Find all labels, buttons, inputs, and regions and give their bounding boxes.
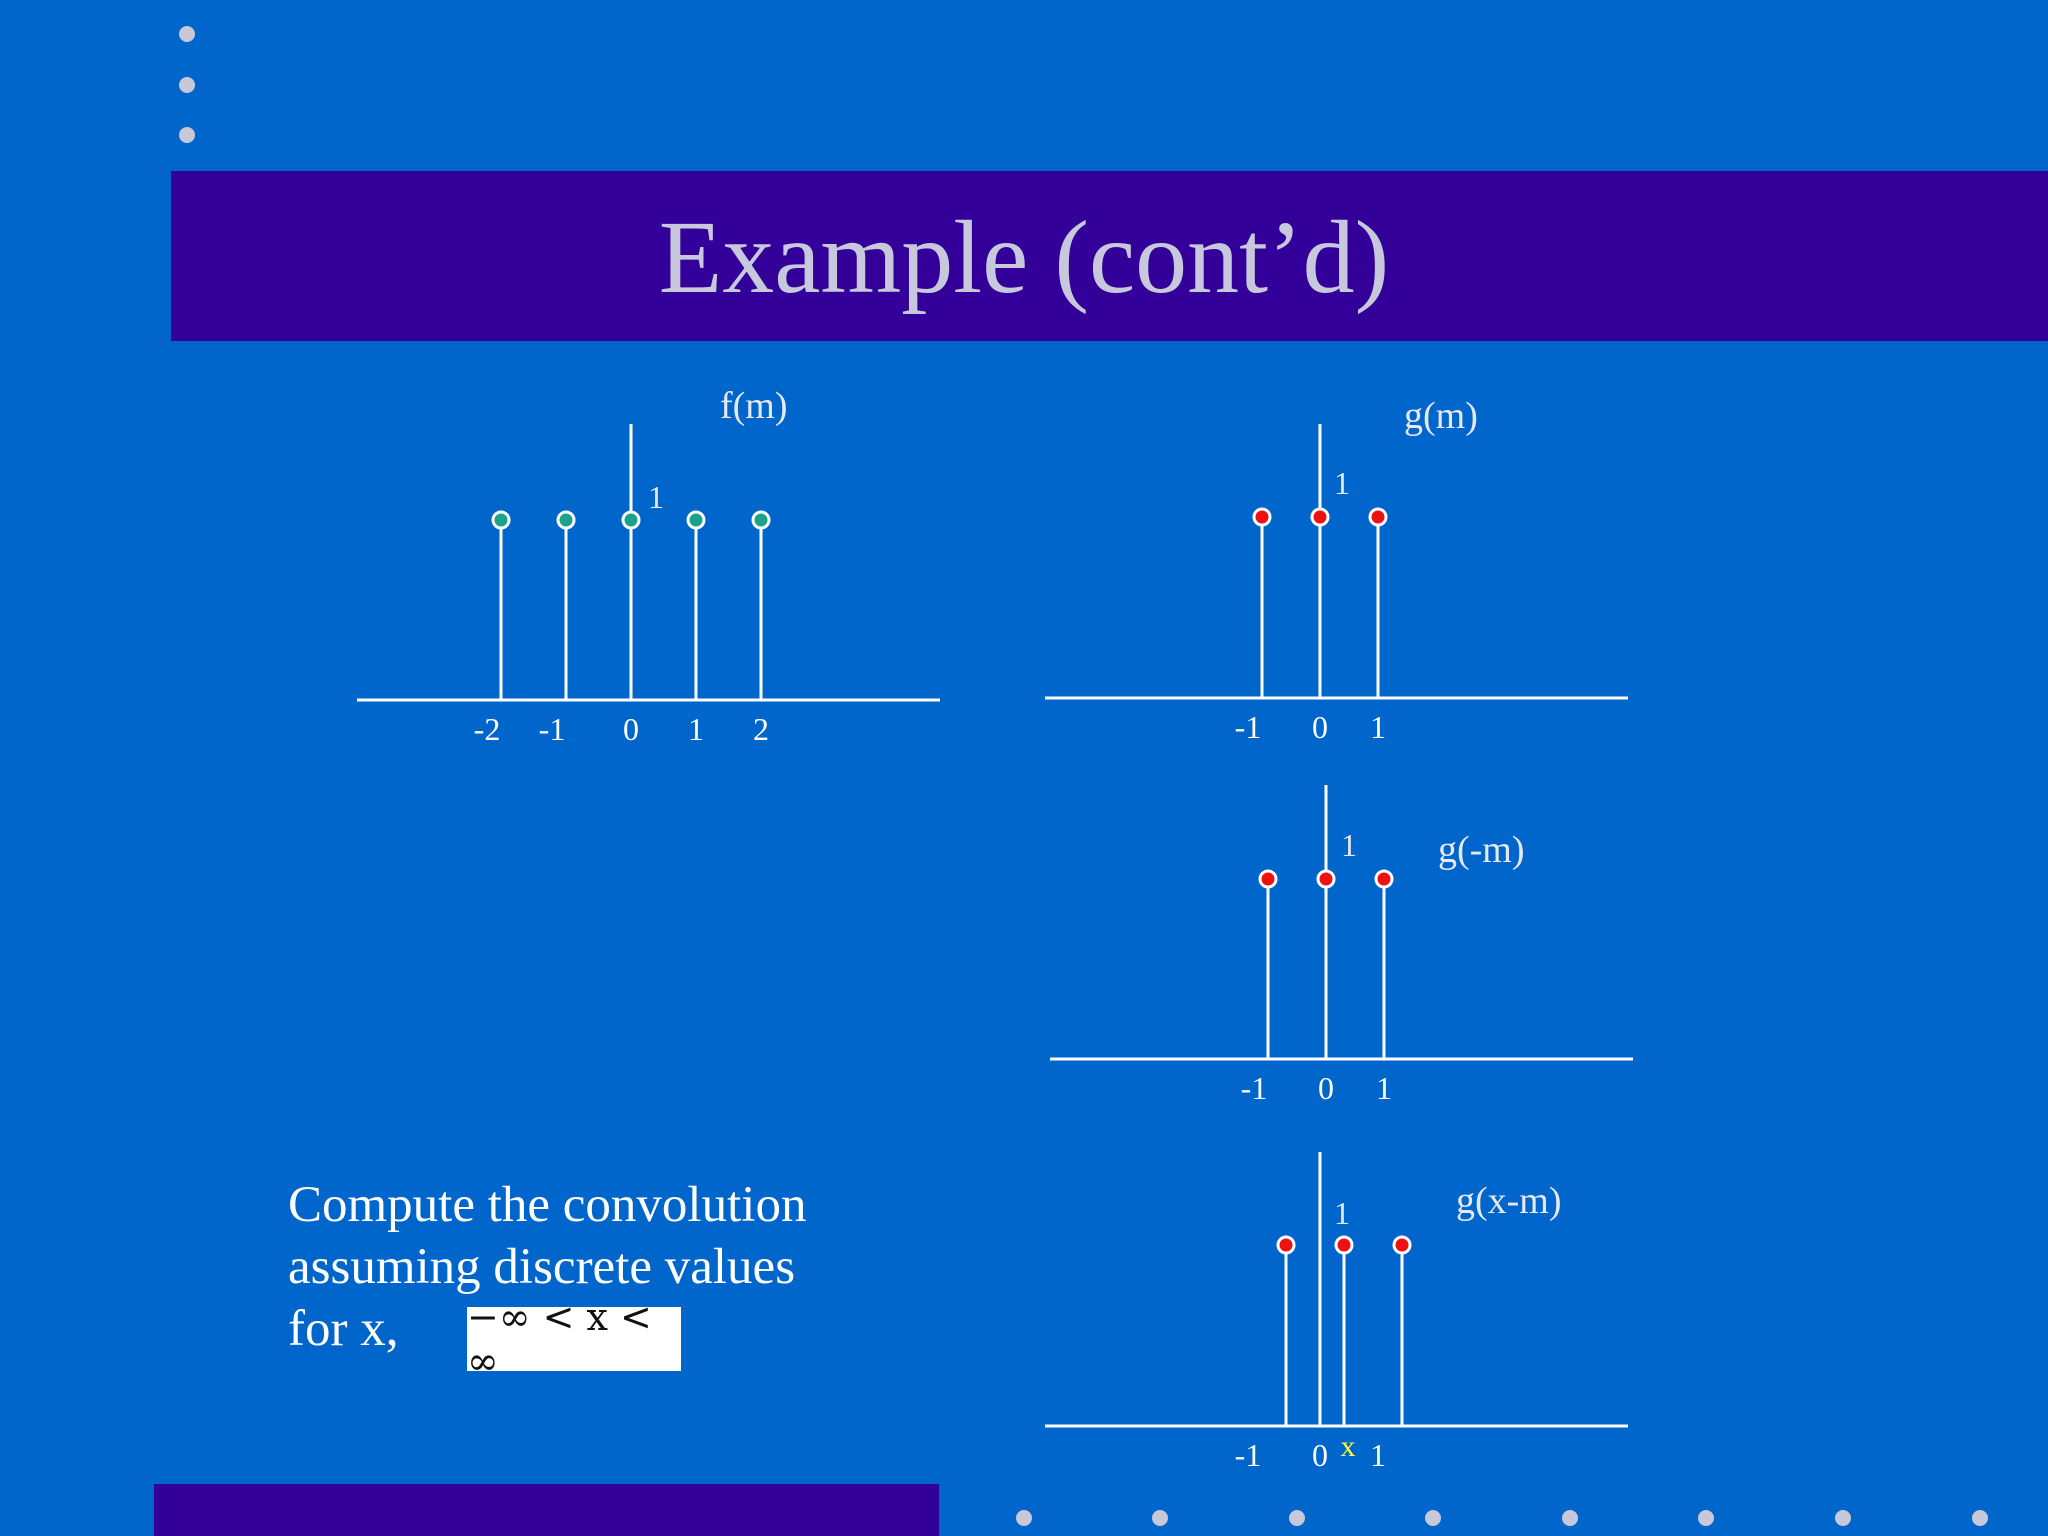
x-annotation: x	[1340, 1430, 1356, 1463]
stem-marker	[1312, 509, 1328, 525]
tick-label: 2	[753, 711, 769, 747]
stem-marker	[1336, 1237, 1352, 1253]
stem-marker	[558, 512, 574, 528]
stem-marker	[1278, 1237, 1294, 1253]
stem-marker	[1318, 871, 1334, 887]
stem-marker	[493, 512, 509, 528]
stem-marker	[1394, 1237, 1410, 1253]
prompt-line-2: assuming discrete values	[288, 1239, 796, 1295]
stem-marker	[1254, 509, 1270, 525]
stem-marker	[753, 512, 769, 528]
tick-label: 1	[688, 711, 704, 747]
footer-bullet-dot	[1835, 1510, 1851, 1526]
tick-label: -1	[1240, 1070, 1268, 1106]
footer-bullet-dot	[1425, 1510, 1441, 1526]
slide-title: Example (cont’d)	[658, 200, 1390, 315]
level-label: 1	[1341, 827, 1357, 863]
tick-label: 0	[1312, 709, 1328, 745]
tick-label: -2	[473, 711, 501, 747]
prompt-line-1: Compute the convolution	[288, 1177, 807, 1233]
footer-bullet-dot	[1152, 1510, 1168, 1526]
tick-label: 1	[1370, 1437, 1386, 1473]
tick-label: 1	[1370, 709, 1386, 745]
plot-label: g(m)	[1404, 395, 1478, 437]
plot-label: g(x-m)	[1456, 1180, 1562, 1222]
tick-label: -1	[1234, 1437, 1262, 1473]
plot-label: f(m)	[720, 385, 788, 427]
footer-bullet-dot	[1289, 1510, 1305, 1526]
footer-bullet-dot	[1972, 1510, 1988, 1526]
tick-label: 0	[1318, 1070, 1334, 1106]
stem-marker	[688, 512, 704, 528]
tick-label: 0	[623, 711, 639, 747]
range-formula: −∞ < x < ∞	[467, 1307, 681, 1371]
footer-bullet-dot	[1016, 1510, 1032, 1526]
footer-bullet-dot	[1562, 1510, 1578, 1526]
level-label: 1	[1334, 465, 1350, 501]
tick-label: 0	[1312, 1437, 1328, 1473]
tick-label: -1	[1234, 709, 1262, 745]
stem-marker	[1376, 871, 1392, 887]
tick-label: 1	[1376, 1070, 1392, 1106]
level-label: 1	[648, 479, 664, 515]
prompt-line-3: for x,	[288, 1301, 399, 1357]
stem-marker	[1370, 509, 1386, 525]
stem-marker	[623, 512, 639, 528]
level-label: 1	[1334, 1195, 1350, 1231]
stem-marker	[1260, 871, 1276, 887]
footer-bullet-dot	[1698, 1510, 1714, 1526]
plot-label: g(-m)	[1438, 829, 1525, 871]
footer-bar	[154, 1484, 939, 1536]
tick-label: -1	[538, 711, 566, 747]
